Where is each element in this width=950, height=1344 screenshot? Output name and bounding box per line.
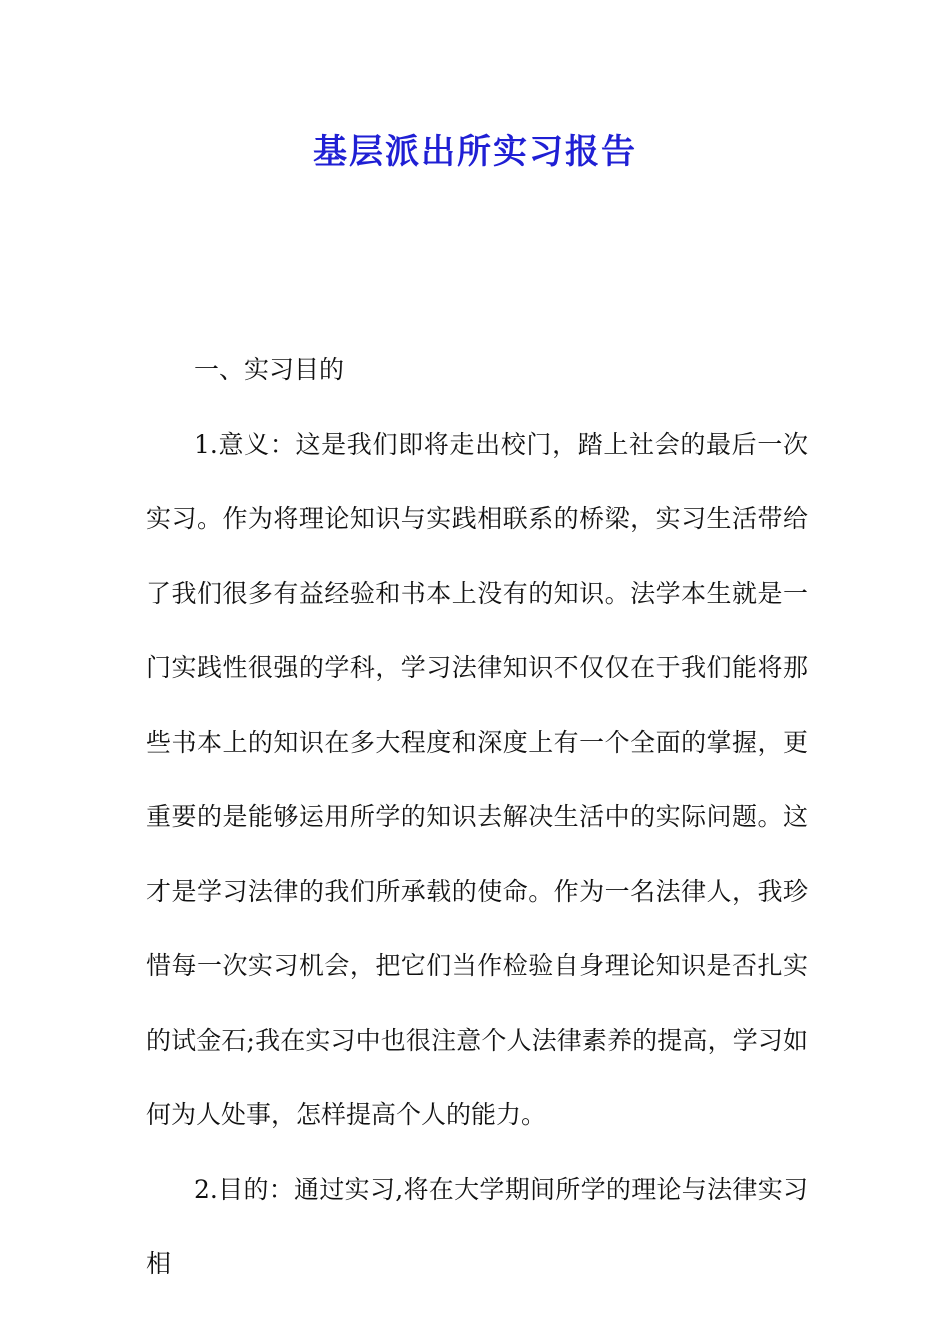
document-body: [146, 333, 808, 1302]
paragraph-objective: 2.目的：通过实习,将在大学期间所学的理论与法律实习相: [146, 1174, 808, 1278]
document-title: 基层派出所实习报告: [313, 132, 637, 172]
paragraph-significance: 1.意义：这是我们即将走出校门，踏上社会的最后一次实习。作为将理论知识与实践相联系的桥梁，实习生活带给了我们很多有益经验和书本上没有的知识。法学本生就是一门实践性很强的学科，学习法律知识不仅仅在于我们能将那些书本上的知识在多大程度和深度上有一个全面的掌握，更重要的是能够运用所学的知识去解决生活中的实际问题。这才是学习法律的我们所承载的使命。作为一名法律人，我珍惜每一次实习机会，把它们当作检验自身理论知识是否扎实的试金石;我在实习中也很注意个人法律素养的提高，学习如何为人处事，怎样提高个人的能力。: [146, 429, 808, 1129]
section-heading-purpose: 一、实习目的: [194, 355, 345, 384]
